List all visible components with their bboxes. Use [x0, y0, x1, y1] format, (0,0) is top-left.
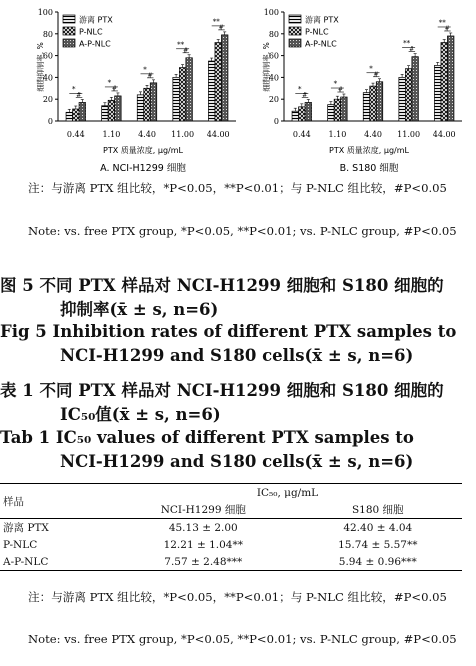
y-tick-label: 80 — [268, 29, 279, 39]
bar — [179, 68, 186, 121]
table-caption-en-line2: NCI-H1299 and S180 cells(x̄ ± s, n=6) — [60, 452, 414, 471]
y-tick-label: 20 — [268, 95, 279, 105]
table-cell-sample: 游离 PTX — [3, 522, 49, 534]
y-axis-label: 细胞抑制率, % — [262, 42, 271, 92]
figure-note-en: Note: vs. free PTX group, *P<0.05, **P<0.01; vs. P-NLC group, #P<0.05 — [28, 224, 457, 238]
table-row — [0, 553, 462, 571]
legend-swatch — [289, 39, 301, 47]
bar — [115, 96, 122, 121]
legend-swatch — [63, 39, 75, 47]
table-column-header: S180 细胞 — [294, 501, 462, 519]
significance-mark: # — [444, 25, 450, 33]
significance-mark: # — [218, 24, 224, 32]
figure-caption-en-line2: NCI-H1299 and S180 cells(x̄ ± s, n=6) — [60, 346, 414, 365]
bar — [108, 100, 115, 121]
table-note-cn: 注：与游离 PTX 组比较，*P<0.05，**P<0.01；与 P-NLC 组比较，#P<0.05 — [28, 590, 447, 604]
bar — [370, 86, 377, 121]
legend-swatch — [63, 15, 75, 23]
bar-chart-b — [262, 0, 467, 178]
x-tick-label: 44.00 — [432, 130, 456, 139]
table-cell-value: 7.57 ± 2.48*** — [113, 553, 294, 571]
x-axis-label: PTX 质量浓度, μg/mL — [103, 146, 183, 155]
figure-caption-en-line1: Fig 5 Inhibition rates of different PTX samples to — [0, 322, 457, 341]
table-cell-value: 45.13 ± 2.00 — [168, 521, 238, 534]
y-tick-label: 100 — [263, 8, 279, 17]
bar — [334, 99, 341, 121]
significance-mark: ** — [438, 18, 446, 27]
legend-label: 游离 PTX — [79, 15, 113, 25]
x-tick-label: 1.10 — [102, 130, 121, 139]
chart-subtitle: B. S180 细胞 — [339, 163, 399, 174]
legend-label: 游离 PTX — [305, 15, 339, 25]
table-column-header: NCI-H1299 细胞 — [113, 501, 294, 519]
bar — [363, 93, 370, 121]
ic50-table — [0, 483, 462, 571]
y-tick-label: 20 — [42, 95, 53, 105]
y-axis-label: 细胞抑制率, % — [36, 42, 45, 92]
bar — [441, 43, 448, 121]
bar — [305, 102, 312, 121]
bar — [434, 65, 441, 121]
table-row — [0, 536, 462, 553]
significance-mark: # — [183, 47, 189, 55]
table-cell-value: 42.40 ± 4.04 — [343, 521, 413, 534]
y-tick-label: 0 — [47, 117, 53, 126]
y-tick-label: 40 — [268, 73, 279, 83]
table-caption-cn-line1: 表 1 不同 PTX 样品对 NCI-H1299 细胞和 S180 细胞的 — [0, 381, 444, 400]
table-cell-value: 12.21 ± 1.04** — [163, 538, 243, 551]
bar — [150, 83, 157, 121]
significance-mark: * — [298, 85, 302, 94]
legend-swatch — [289, 15, 301, 23]
bar — [137, 95, 144, 121]
significance-mark: * — [143, 65, 147, 74]
bar — [73, 109, 80, 121]
y-tick-label: 100 — [37, 8, 53, 17]
legend-label: P-NLC — [305, 27, 329, 37]
bar — [79, 102, 86, 121]
table-caption-en-line1: Tab 1 IC₅₀ values of different PTX samples to — [0, 428, 414, 447]
bar — [341, 97, 348, 121]
bar — [144, 88, 151, 121]
legend-label: A-P-NLC — [305, 39, 337, 49]
chart-subtitle: A. NCI-H1299 细胞 — [100, 163, 186, 174]
bar — [66, 112, 73, 121]
table-caption-cn-line2: IC₅₀值(x̄ ± s, n=6) — [60, 405, 221, 424]
bar — [186, 58, 193, 121]
table-cell-sample: A-P-NLC — [0, 553, 113, 571]
bar — [173, 77, 180, 121]
table-row — [0, 519, 462, 537]
significance-mark: # — [337, 86, 343, 94]
x-tick-label: 44.00 — [206, 130, 230, 139]
bar — [412, 57, 419, 121]
figure-note-cn: 注：与游离 PTX 组比较，*P<0.05，**P<0.01；与 P-NLC 组比较，#P<0.05 — [28, 181, 447, 195]
significance-mark: # — [147, 72, 153, 80]
significance-mark: # — [76, 91, 82, 99]
x-tick-label: 1.10 — [328, 130, 347, 139]
legend-label: A-P-NLC — [79, 39, 111, 49]
significance-mark: # — [302, 91, 308, 99]
bar — [405, 69, 412, 121]
table-cell-value: 15.74 ± 5.57** — [338, 538, 418, 551]
significance-mark: * — [369, 64, 373, 73]
bar — [399, 77, 406, 121]
bar — [328, 105, 335, 121]
x-tick-label: 4.40 — [364, 130, 382, 139]
x-tick-label: 0.44 — [66, 130, 85, 139]
x-tick-label: 11.00 — [171, 130, 195, 139]
bar — [299, 107, 306, 121]
x-tick-label: 11.00 — [397, 130, 421, 139]
table-group-header: IC₅₀, μg/mL — [113, 484, 462, 502]
significance-mark: # — [111, 85, 117, 93]
significance-mark: * — [333, 80, 338, 89]
significance-mark: # — [373, 71, 379, 79]
figure-caption-cn-line2: 抑制率(x̄ ± s, n=6) — [60, 300, 219, 319]
significance-mark: ** — [177, 40, 185, 49]
legend-swatch — [289, 27, 301, 35]
x-tick-label: 4.40 — [138, 130, 156, 139]
y-tick-label: 0 — [273, 117, 279, 126]
significance-mark: ** — [212, 17, 220, 26]
significance-mark: * — [107, 78, 112, 87]
x-tick-label: 0.44 — [292, 130, 311, 139]
y-tick-label: 60 — [268, 51, 279, 61]
y-tick-label: 60 — [42, 51, 53, 61]
legend-swatch — [63, 27, 75, 35]
bar — [292, 111, 299, 121]
table-stub-header: 样品 — [0, 484, 113, 519]
legend-label: P-NLC — [79, 27, 103, 37]
significance-mark: # — [409, 46, 415, 54]
significance-mark: * — [72, 85, 76, 94]
bar — [215, 43, 222, 121]
y-tick-label: 80 — [42, 29, 53, 39]
bar — [102, 106, 109, 121]
figure-caption-cn-line1: 图 5 不同 PTX 样品对 NCI-H1299 细胞和 S180 细胞的 — [0, 276, 444, 295]
y-tick-label: 40 — [42, 73, 53, 83]
bar — [376, 82, 383, 121]
bar-chart-a — [36, 0, 241, 178]
table-note-en: Note: vs. free PTX group, *P<0.05, **P<0.01; vs. P-NLC group, #P<0.05 — [28, 632, 457, 646]
significance-mark: ** — [403, 39, 411, 48]
table-cell-value: 5.94 ± 0.96*** — [294, 553, 462, 571]
x-axis-label: PTX 质量浓度, μg/mL — [329, 146, 409, 155]
bar — [221, 35, 228, 121]
table-cell-sample: P-NLC — [3, 538, 38, 551]
bar — [447, 36, 454, 121]
bar — [208, 61, 215, 121]
